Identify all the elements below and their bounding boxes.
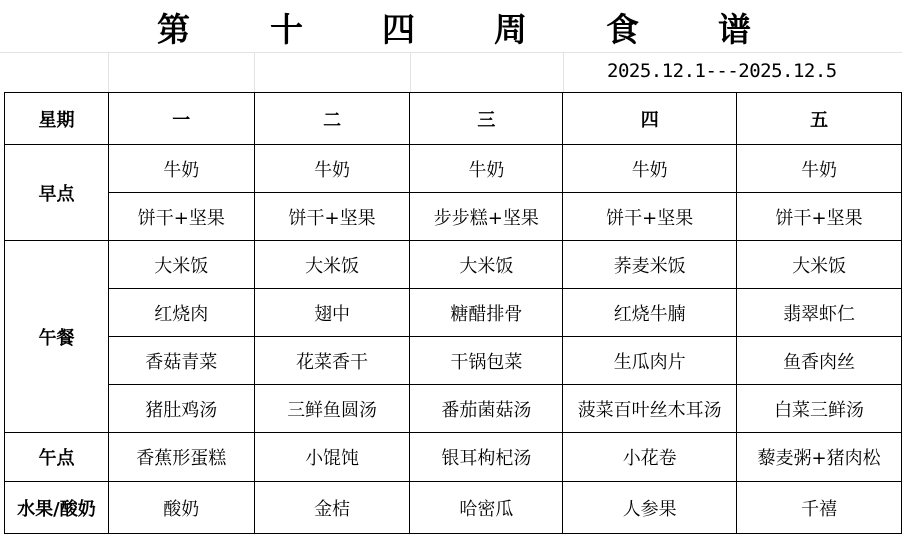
day-header: 五 — [737, 93, 902, 145]
page-title — [0, 8, 902, 52]
menu-cell: 鱼香肉丝 — [737, 337, 902, 385]
table-row — [5, 289, 902, 337]
menu-cell: 荞麦米饭 — [563, 241, 737, 289]
menu-cell: 饼干+坚果 — [108, 193, 254, 241]
menu-cell: 白菜三鲜汤 — [737, 385, 902, 433]
menu-cell: 花菜香干 — [254, 337, 410, 385]
menu-cell: 小花卷 — [563, 433, 737, 482]
table-row — [5, 145, 902, 193]
table-row — [5, 433, 902, 482]
menu-cell: 银耳枸杞汤 — [410, 433, 563, 482]
menu-cell: 香蕉形蛋糕 — [108, 433, 254, 482]
menu-cell: 菠菜百叶丝木耳汤 — [563, 385, 737, 433]
menu-cell: 藜麦粥+猪肉松 — [737, 433, 902, 482]
menu-cell: 牛奶 — [563, 145, 737, 193]
title-char: 第 — [157, 10, 190, 49]
section-label-breakfast: 早点 — [5, 145, 109, 241]
title-char: 食 — [606, 10, 639, 49]
menu-cell: 生瓜肉片 — [563, 337, 737, 385]
menu-cell: 人参果 — [563, 482, 737, 534]
menu-cell: 翡翠虾仁 — [737, 289, 902, 337]
menu-cell: 牛奶 — [410, 145, 563, 193]
menu-cell: 金桔 — [254, 482, 410, 534]
weekday-label: 星期 — [5, 93, 109, 145]
menu-cell: 红烧肉 — [108, 289, 254, 337]
menu-cell: 猪肚鸡汤 — [108, 385, 254, 433]
header-row — [5, 93, 902, 145]
title-char: 周 — [494, 10, 527, 49]
table-row — [5, 482, 902, 534]
table-row — [5, 385, 902, 433]
section-label-lunch: 午餐 — [5, 241, 109, 433]
menu-cell: 饼干+坚果 — [254, 193, 410, 241]
menu-cell: 牛奶 — [254, 145, 410, 193]
menu-cell: 哈密瓜 — [410, 482, 563, 534]
menu-cell: 饼干+坚果 — [737, 193, 902, 241]
menu-cell: 三鲜鱼圆汤 — [254, 385, 410, 433]
day-header: 四 — [563, 93, 737, 145]
section-label-snack: 午点 — [5, 433, 109, 482]
title-char: 四 — [382, 10, 415, 49]
title-char: 十 — [270, 10, 303, 49]
title-char: 谱 — [718, 10, 751, 49]
menu-cell: 牛奶 — [108, 145, 254, 193]
section-label-fruit: 水果/酸奶 — [5, 482, 109, 534]
menu-cell: 步步糕+坚果 — [410, 193, 563, 241]
menu-cell: 饼干+坚果 — [563, 193, 737, 241]
menu-cell: 翅中 — [254, 289, 410, 337]
table-row — [5, 193, 902, 241]
menu-cell: 大米饭 — [737, 241, 902, 289]
menu-cell: 香菇青菜 — [108, 337, 254, 385]
day-header: 一 — [108, 93, 254, 145]
menu-cell: 糖醋排骨 — [410, 289, 563, 337]
day-header: 二 — [254, 93, 410, 145]
menu-cell: 大米饭 — [108, 241, 254, 289]
table-row — [5, 241, 902, 289]
menu-cell: 酸奶 — [108, 482, 254, 534]
menu-cell: 大米饭 — [254, 241, 410, 289]
menu-cell: 番茄菌菇汤 — [410, 385, 563, 433]
menu-cell: 大米饭 — [410, 241, 563, 289]
menu-cell: 红烧牛腩 — [563, 289, 737, 337]
day-header: 三 — [410, 93, 563, 145]
menu-cell: 干锅包菜 — [410, 337, 563, 385]
date-range: 2025.12.1---2025.12.5 — [607, 60, 837, 82]
menu-table — [4, 92, 902, 534]
menu-cell: 小馄饨 — [254, 433, 410, 482]
menu-cell: 牛奶 — [737, 145, 902, 193]
table-row — [5, 337, 902, 385]
menu-cell: 千禧 — [737, 482, 902, 534]
